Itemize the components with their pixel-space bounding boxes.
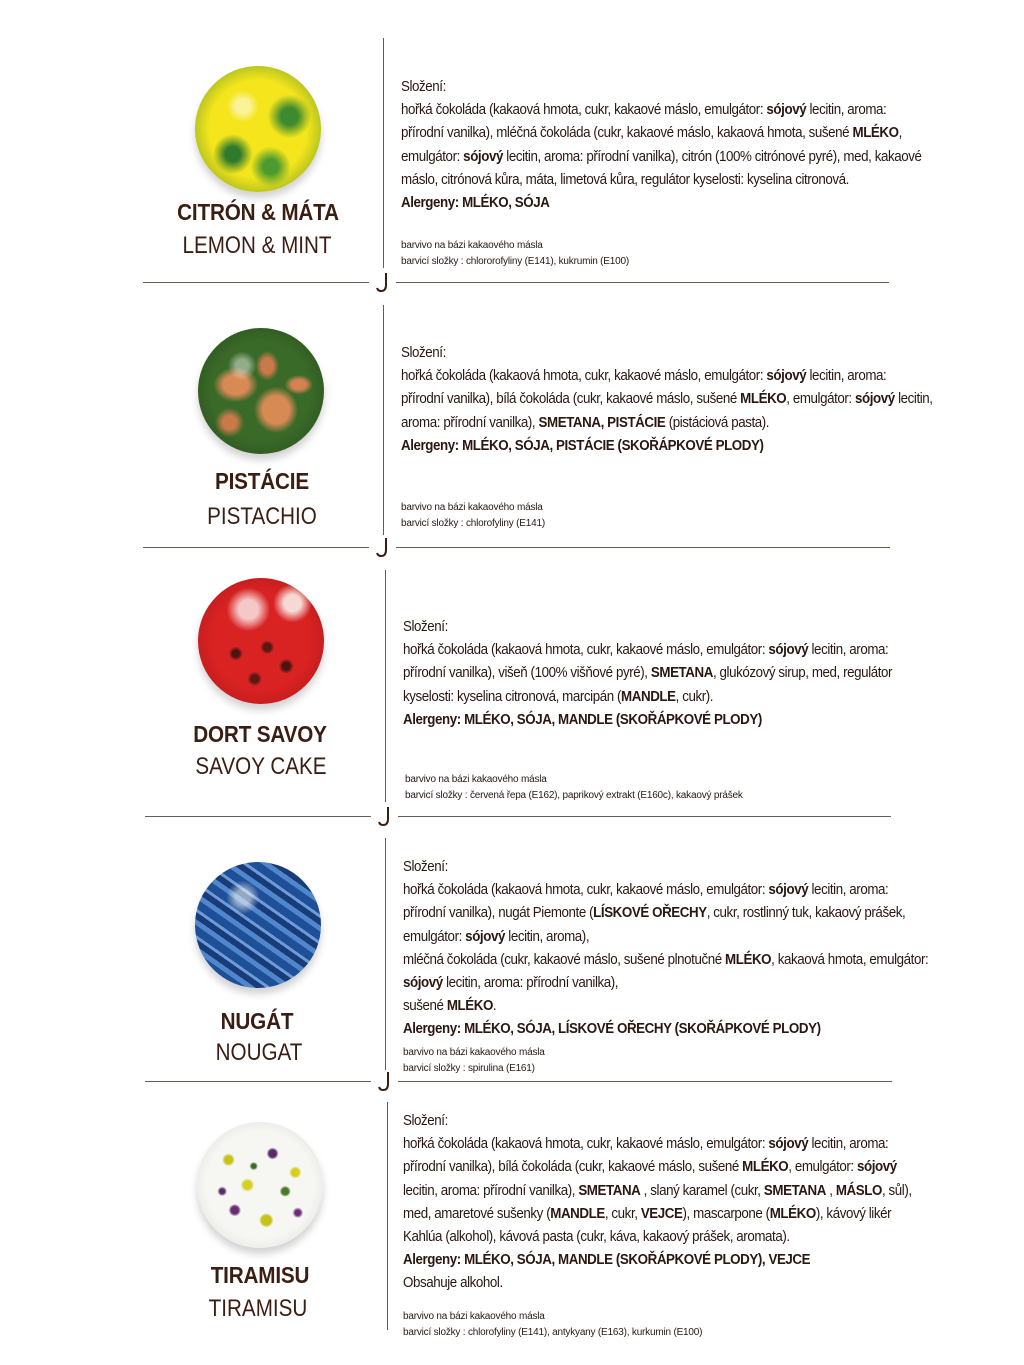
ingredient-text: , emulgátor:	[786, 391, 856, 408]
ingredient-text: ,	[825, 1182, 836, 1199]
product-name-en: LEMON & MINT	[182, 232, 332, 259]
ingredient-text: ,	[898, 125, 902, 142]
allergen-text: Alergeny: MLÉKO, SÓJA, LÍSKOVÉ OŘECHY (SKOŘÁPKOVÉ PLODY)	[403, 1021, 821, 1038]
allergen-text: MLÉKO	[740, 391, 787, 408]
colorant-line: barvicí složky : červená řepa (E162), paprikový extrakt (E160c), kakaový prášek	[405, 790, 743, 801]
ingredient-text: lecitin, aroma: přírodní vanilka),	[442, 975, 619, 992]
ingredient-text: , kakaová hmota, emulgátor:	[771, 951, 929, 968]
colorant-note	[405, 772, 743, 804]
divider-horizontal	[398, 1081, 892, 1082]
ingredient-text: lecitin, aroma:	[806, 368, 887, 385]
ingredient-text: lecitin, aroma:	[808, 882, 889, 899]
ingredient-text: hořká čokoláda (kakaová hmota, cukr, kakaové máslo, emulgátor:	[401, 102, 767, 119]
ingredient-text: Obsahuje alkohol.	[403, 1275, 503, 1292]
allergen-text: MLÉKO	[769, 1205, 816, 1222]
allergen-text: MANDLE	[550, 1205, 605, 1222]
ingredient-text: aroma: přírodní vanilka),	[401, 414, 539, 431]
ingredient-text: , cukr).	[675, 688, 714, 705]
colorant-note	[403, 1045, 545, 1077]
ingredient-line	[401, 122, 921, 145]
colorant-line: barvivo na bázi kakaového másla	[401, 240, 543, 251]
divider-horizontal	[396, 282, 889, 283]
ingredient-text: hořká čokoláda (kakaová hmota, cukr, kakaové máslo, emulgátor:	[403, 882, 769, 899]
ingredients-block	[401, 342, 933, 458]
allergen-text: sójový	[463, 148, 503, 165]
ingredient-text: máslo, citrónová kůra, máta, limetová kůra, regulátor kyselosti: kyselina citronová.	[401, 171, 849, 188]
ingredient-text: , slaný karamel (cukr,	[640, 1182, 764, 1199]
allergen-text: VEJCE	[640, 1205, 683, 1222]
colorant-line: barvivo na bázi kakaového másla	[403, 1047, 545, 1058]
ingredient-line	[403, 1180, 912, 1203]
ingredient-line	[403, 902, 928, 925]
product-name-cz: CITRÓN & MÁTA	[177, 199, 339, 225]
ingredient-text: ), mascarpone (	[682, 1205, 770, 1222]
ingredient-line	[403, 1018, 928, 1041]
ingredient-line	[403, 995, 928, 1018]
product-name-en: SAVOY CAKE	[195, 753, 327, 780]
ingredients-block	[403, 856, 928, 1042]
ingredient-text: Kahlúa (alkohol), kávová pasta (cukr, káva, kakaový prášek, aromata).	[403, 1229, 790, 1246]
ingredient-text: Složení:	[403, 1113, 448, 1129]
ingredient-line	[401, 365, 933, 388]
ingredient-line	[401, 342, 933, 365]
colorant-note	[403, 1309, 702, 1341]
allergen-text: MLÉKO	[852, 125, 899, 142]
ingredient-text: lecitin, aroma),	[504, 928, 590, 945]
ingredient-text: emulgátor:	[403, 928, 466, 945]
ingredient-line	[403, 926, 928, 949]
allergen-text: sójový	[465, 928, 505, 945]
ingredient-line	[401, 169, 921, 192]
brand-mark-icon	[377, 806, 393, 828]
ingredient-text: , cukr,	[604, 1205, 641, 1222]
ingredient-line	[403, 1203, 912, 1226]
ingredient-line	[403, 1156, 912, 1179]
allergen-text: MLÉKO	[742, 1159, 789, 1176]
colorant-note	[401, 500, 545, 532]
allergen-text: SMETANA	[763, 1182, 826, 1199]
ingredient-text: přírodní vanilka), bílá čokoláda (cukr, kakaové máslo, sušené	[403, 1159, 743, 1176]
ingredient-line	[403, 616, 892, 639]
ingredient-text: , sůl),	[881, 1182, 912, 1199]
bonbon-image	[198, 578, 324, 704]
ingredient-line	[403, 879, 928, 902]
colorant-line: barvivo na bázi kakaového másla	[403, 1311, 545, 1322]
ingredient-text: .	[492, 998, 497, 1015]
ingredient-text: přírodní vanilka), nugát Piemonte (	[403, 905, 594, 922]
ingredient-line	[403, 1110, 912, 1133]
product-name-en: NOUGAT	[215, 1039, 303, 1066]
colorant-line: barvicí složky : spirulina (E161)	[403, 1063, 535, 1074]
divider-vertical	[385, 838, 386, 1070]
ingredient-line	[403, 972, 928, 995]
ingredient-text: , glukózový sirup, med, regulátor	[712, 665, 893, 682]
divider-horizontal	[143, 547, 369, 548]
ingredient-line	[403, 686, 892, 709]
ingredient-text: hořká čokoláda (kakaová hmota, cukr, kakaové máslo, emulgátor:	[403, 642, 769, 659]
ingredient-line	[401, 412, 933, 435]
ingredient-text: kyselosti: kyselina citronová, marcipán (	[403, 688, 622, 705]
ingredient-text: lecitin, aroma:	[806, 102, 887, 119]
colorant-line: barvicí složky : chlororofyliny (E141), kukrumin (E100)	[401, 256, 629, 267]
allergen-text: MANDLE	[621, 688, 676, 705]
ingredient-line	[403, 639, 892, 662]
allergen-text: sójový	[766, 102, 807, 119]
allergen-text: MLÉKO	[446, 998, 493, 1015]
ingredient-text: ), kávový likér	[815, 1205, 892, 1222]
ingredient-line	[403, 949, 928, 972]
ingredient-line	[401, 435, 933, 458]
ingredient-line	[401, 76, 921, 99]
ingredient-text: (pistáciová pasta).	[665, 414, 770, 431]
ingredient-line	[401, 388, 933, 411]
allergen-text: Alergeny: MLÉKO, SÓJA, MANDLE (SKOŘÁPKOVÉ PLODY), VEJCE	[403, 1252, 811, 1269]
allergen-text: Alergeny: MLÉKO, SÓJA, PISTÁCIE (SKOŘÁPKOVÉ PLODY)	[401, 437, 764, 454]
ingredient-line	[401, 99, 921, 122]
allergen-text: sójový	[768, 642, 809, 659]
product-name-en: TIRAMISU	[208, 1295, 308, 1322]
allergen-text: sójový	[768, 882, 809, 899]
allergen-text: sójový	[766, 368, 807, 385]
product-name-cz: TIRAMISU	[210, 1262, 310, 1288]
divider-horizontal	[396, 547, 890, 548]
ingredient-text: přírodní vanilka), bílá čokoláda (cukr, kakaové máslo, sušené	[401, 391, 741, 408]
ingredient-line	[403, 1272, 912, 1295]
divider-horizontal	[398, 816, 891, 817]
ingredient-line	[403, 1133, 912, 1156]
ingredient-text: lecitin, aroma:	[808, 1136, 889, 1153]
ingredient-text: lecitin,	[894, 391, 933, 408]
divider-vertical	[383, 305, 384, 535]
allergen-text: sójový	[855, 391, 895, 408]
product-name-cz: DORT SAVOY	[193, 721, 327, 747]
allergen-text: SMETANA	[578, 1182, 641, 1199]
ingredient-text: mléčná čokoláda (cukr, kakaové máslo, sušené plnotučné	[403, 951, 726, 968]
ingredient-line	[403, 662, 892, 685]
divider-horizontal	[145, 816, 371, 817]
ingredient-line	[403, 1249, 912, 1272]
colorant-line: barvivo na bázi kakaového másla	[405, 774, 547, 785]
bonbon-image	[197, 1122, 323, 1248]
ingredient-line	[401, 146, 921, 169]
ingredient-text: Složení:	[403, 859, 448, 875]
colorant-note	[401, 238, 629, 270]
ingredient-text: med, amaretové sušenky (	[403, 1205, 551, 1222]
ingredient-text: přírodní vanilka), mléčná čokoláda (cukr, kakaové máslo, kakaová hmota, sušené	[401, 125, 853, 142]
bonbon-image	[198, 328, 324, 454]
ingredients-block	[403, 1110, 912, 1296]
allergen-text: Alergeny: MLÉKO, SÓJA	[401, 195, 550, 212]
allergen-text: SMETANA	[650, 665, 713, 682]
allergen-text: MÁSLO	[835, 1182, 882, 1199]
bonbon-image	[195, 66, 321, 192]
ingredient-line	[403, 709, 892, 732]
ingredient-text: , emulgátor:	[788, 1159, 858, 1176]
allergen-text: Alergeny: MLÉKO, SÓJA, MANDLE (SKOŘÁPKOVÉ PLODY)	[403, 711, 762, 728]
ingredients-block	[401, 76, 921, 215]
divider-horizontal	[145, 1081, 371, 1082]
ingredient-text: přírodní vanilka), višeň (100% višňové pyré),	[403, 665, 651, 682]
allergen-text: LÍSKOVÉ OŘECHY	[593, 905, 707, 922]
colorant-line: barvicí složky : chlorofyliny (E141), antykyany (E163), kurkumin (E100)	[403, 1327, 703, 1338]
product-name-en: PISTACHIO	[207, 503, 317, 530]
ingredient-text: Složení:	[401, 345, 446, 361]
colorant-line: barvicí složky : chlorofyliny (E141)	[401, 518, 545, 529]
brand-mark-icon	[375, 272, 391, 294]
colorant-line: barvivo na bázi kakaového másla	[401, 502, 543, 513]
divider-horizontal	[143, 282, 369, 283]
ingredient-text: , cukr, rostlinný tuk, kakaový prášek,	[706, 905, 906, 922]
ingredient-text: sušené	[403, 998, 447, 1015]
allergen-text: sójový	[403, 975, 443, 992]
allergen-text: sójový	[768, 1136, 809, 1153]
product-name-cz: PISTÁCIE	[214, 468, 310, 494]
brand-mark-icon	[375, 537, 391, 559]
ingredient-text: lecitin, aroma: přírodní vanilka),	[403, 1182, 579, 1199]
allergen-text: SMETANA, PISTÁCIE	[538, 414, 666, 431]
allergen-text: MLÉKO	[725, 951, 772, 968]
ingredient-text: lecitin, aroma: přírodní vanilka), citrón (100% citrónové pyré), med, kakaové	[502, 148, 922, 165]
allergen-text: sójový	[857, 1159, 897, 1176]
product-name-cz: NUGÁT	[220, 1008, 294, 1034]
ingredients-block	[403, 616, 892, 732]
ingredient-text: lecitin, aroma:	[808, 642, 889, 659]
ingredient-text: hořká čokoláda (kakaová hmota, cukr, kakaové máslo, emulgátor:	[401, 368, 767, 385]
ingredient-text: Složení:	[401, 79, 446, 95]
ingredient-line	[403, 856, 928, 879]
ingredient-text: hořká čokoláda (kakaová hmota, cukr, kakaové máslo, emulgátor:	[403, 1136, 769, 1153]
brand-mark-icon	[377, 1071, 393, 1093]
ingredient-line	[401, 192, 921, 215]
bonbon-image	[195, 862, 321, 988]
ingredient-text: Složení:	[403, 619, 448, 635]
ingredient-line	[403, 1226, 912, 1249]
ingredient-text: emulgátor:	[401, 148, 464, 165]
